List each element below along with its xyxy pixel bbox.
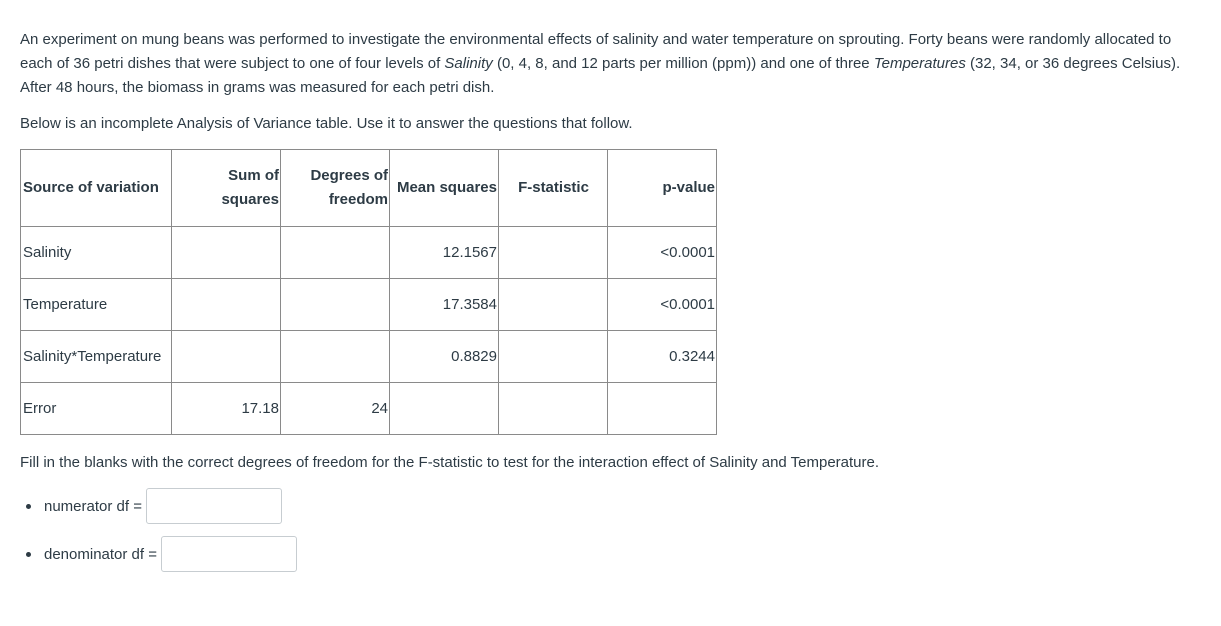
- table-instruction: Below is an incomplete Analysis of Variance table. Use it to answer the questions that follow.: [20, 115, 633, 132]
- row-ss: 17.18: [172, 383, 281, 435]
- row-source: Temperature: [21, 279, 172, 331]
- intro-text-1: An experiment on mung beans was performed to investigate the environmental effects of salinity and water temperature on sprouting. Forty beans were randomly allocated to each of 36 petri dishes that were subject to one of four levels of: [20, 31, 1172, 72]
- list-item: [26, 487, 297, 525]
- row-p: 0.3244: [608, 331, 717, 383]
- table-row: [21, 279, 717, 331]
- row-p: [608, 383, 717, 435]
- table-header-row: [21, 150, 717, 227]
- row-p: <0.0001: [608, 227, 717, 279]
- header-df-line1: Degrees of: [310, 167, 388, 184]
- row-p: <0.0001: [608, 279, 717, 331]
- numerator-df-input[interactable]: [146, 488, 282, 524]
- denominator-df-input[interactable]: [161, 536, 297, 572]
- header-sum-of-squares: [172, 150, 281, 227]
- row-df: [281, 279, 390, 331]
- bullet-icon: [26, 504, 31, 509]
- row-f: [499, 383, 608, 435]
- denominator-df-label: denominator df =: [44, 545, 157, 563]
- header-f-statistic: F-statistic: [499, 150, 608, 227]
- anova-table: [20, 149, 717, 435]
- header-p-value: p-value: [608, 150, 717, 227]
- intro-temperatures: Temperatures: [873, 55, 966, 72]
- header-source: Source of variation: [21, 150, 172, 227]
- numerator-df-label: numerator df =: [44, 497, 142, 515]
- row-f: [499, 227, 608, 279]
- row-ms: 17.3584: [390, 279, 499, 331]
- intro-salinity: Salinity: [444, 55, 493, 72]
- table-row: [21, 227, 717, 279]
- table-row: [21, 331, 717, 383]
- header-df-line2: freedom: [328, 191, 388, 208]
- intro-text-3: (32, 34, or 36 degrees Celsius). After 48 hours, the biomass in grams was measured for each petri dish.: [20, 55, 1181, 96]
- row-df: [281, 331, 390, 383]
- row-ms: [390, 383, 499, 435]
- row-ss: [172, 227, 281, 279]
- bullet-icon: [26, 552, 31, 557]
- question-content: [20, 28, 1205, 136]
- intro-paragraph: [20, 28, 1205, 100]
- header-ss-line1: Sum of: [228, 167, 279, 184]
- row-df: [281, 227, 390, 279]
- row-source: Salinity*Temperature: [21, 331, 172, 383]
- row-f: [499, 279, 608, 331]
- row-source: Error: [21, 383, 172, 435]
- header-ss-line2: squares: [221, 191, 279, 208]
- row-ms: 0.8829: [390, 331, 499, 383]
- list-item: [26, 535, 297, 573]
- row-ms: 12.1567: [390, 227, 499, 279]
- table-row: [21, 383, 717, 435]
- answer-blanks-list: [26, 487, 297, 583]
- fill-in-instruction: Fill in the blanks with the correct degrees of freedom for the F-statistic to test for the interaction effect of Salinity and Temperature.: [20, 454, 880, 471]
- row-source: Salinity: [21, 227, 172, 279]
- header-degrees-of-freedom: [281, 150, 390, 227]
- row-df: 24: [281, 383, 390, 435]
- intro-text-2: (0, 4, 8, and 12 parts per million (ppm)) and one of three: [492, 55, 874, 72]
- row-ss: [172, 331, 281, 383]
- row-f: [499, 331, 608, 383]
- row-ss: [172, 279, 281, 331]
- header-mean-squares: Mean squares: [390, 150, 499, 227]
